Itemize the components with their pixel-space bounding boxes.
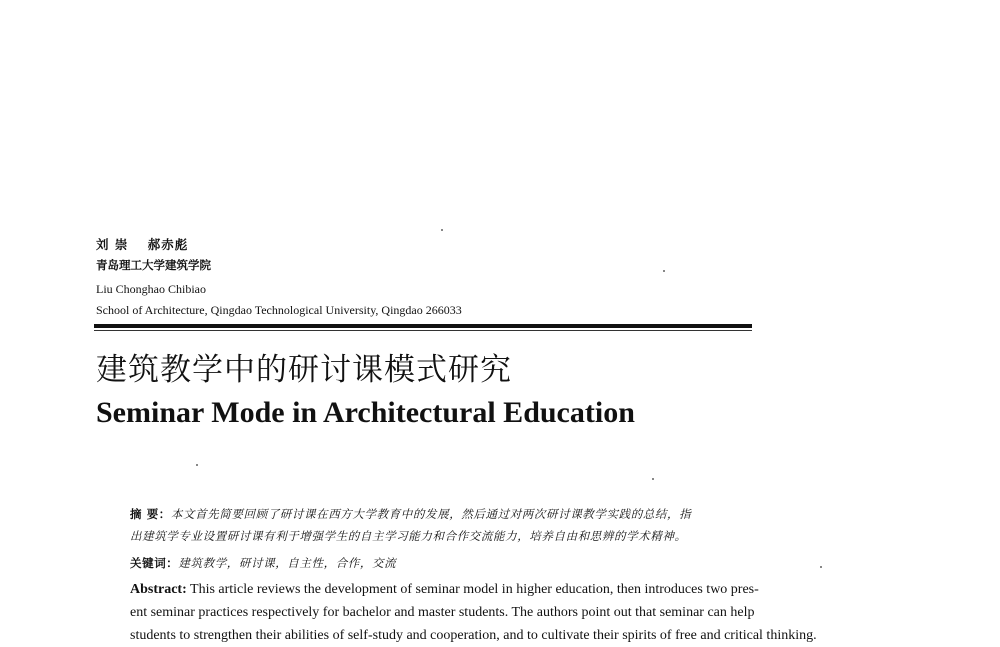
- scan-speck: [196, 464, 198, 466]
- abstract-en-line: ent seminar practices respectively for bachelor and master students. The authors point out that seminar can help: [130, 605, 755, 620]
- authors-en: Liu Chonghao Chibiao: [96, 282, 206, 296]
- scan-speck: [652, 478, 654, 480]
- header-rule: [94, 324, 752, 328]
- header-rule-thin: [94, 330, 752, 331]
- author-name: 刘 崇: [96, 237, 129, 252]
- scan-speck: [441, 229, 443, 231]
- abstract-en-line: [130, 578, 875, 601]
- keywords-cn-text: 建筑教学，研讨课，自主性，合作，交流: [178, 556, 397, 570]
- author-name: 郝赤彪: [147, 237, 189, 252]
- keywords-cn: [130, 553, 396, 573]
- abstract-cn-text: 本文首先简要回顾了研讨课在西方大学教育中的发展，然后通过对两次研讨课教学实践的总结，指: [170, 507, 692, 521]
- abstract-en-text: This article reviews the development of seminar model in higher education, then introduces two pres-: [190, 582, 759, 597]
- keywords-cn-label: 关键词：: [130, 556, 179, 570]
- affiliation-cn: 青岛理工大学建筑学院: [96, 258, 211, 272]
- abstract-en: [130, 578, 875, 647]
- abstract-cn-label: 摘 要：: [130, 507, 171, 521]
- authors-cn: [96, 236, 188, 254]
- scan-speck: [820, 566, 822, 568]
- abstract-en-label: Abstract:: [130, 582, 187, 597]
- abstract-cn-line: 出建筑学专业设置研讨课有利于增强学生的自主学习能力和合作交流能力，培养自由和思辨的学术精神。: [130, 529, 687, 543]
- title-en: Seminar Mode in Architectural Education: [96, 396, 635, 429]
- affiliation-en: School of Architecture, Qingdao Technological University, Qingdao 266033: [96, 303, 462, 317]
- abstract-cn: [130, 503, 872, 547]
- title-cn: 建筑教学中的研讨课模式研究: [96, 352, 512, 388]
- scan-speck: [663, 270, 665, 272]
- abstract-cn-line: [130, 503, 872, 525]
- abstract-en-line: students to strengthen their abilities of self-study and cooperation, and to cultivate their spirits of free and critical thinking.: [130, 628, 817, 643]
